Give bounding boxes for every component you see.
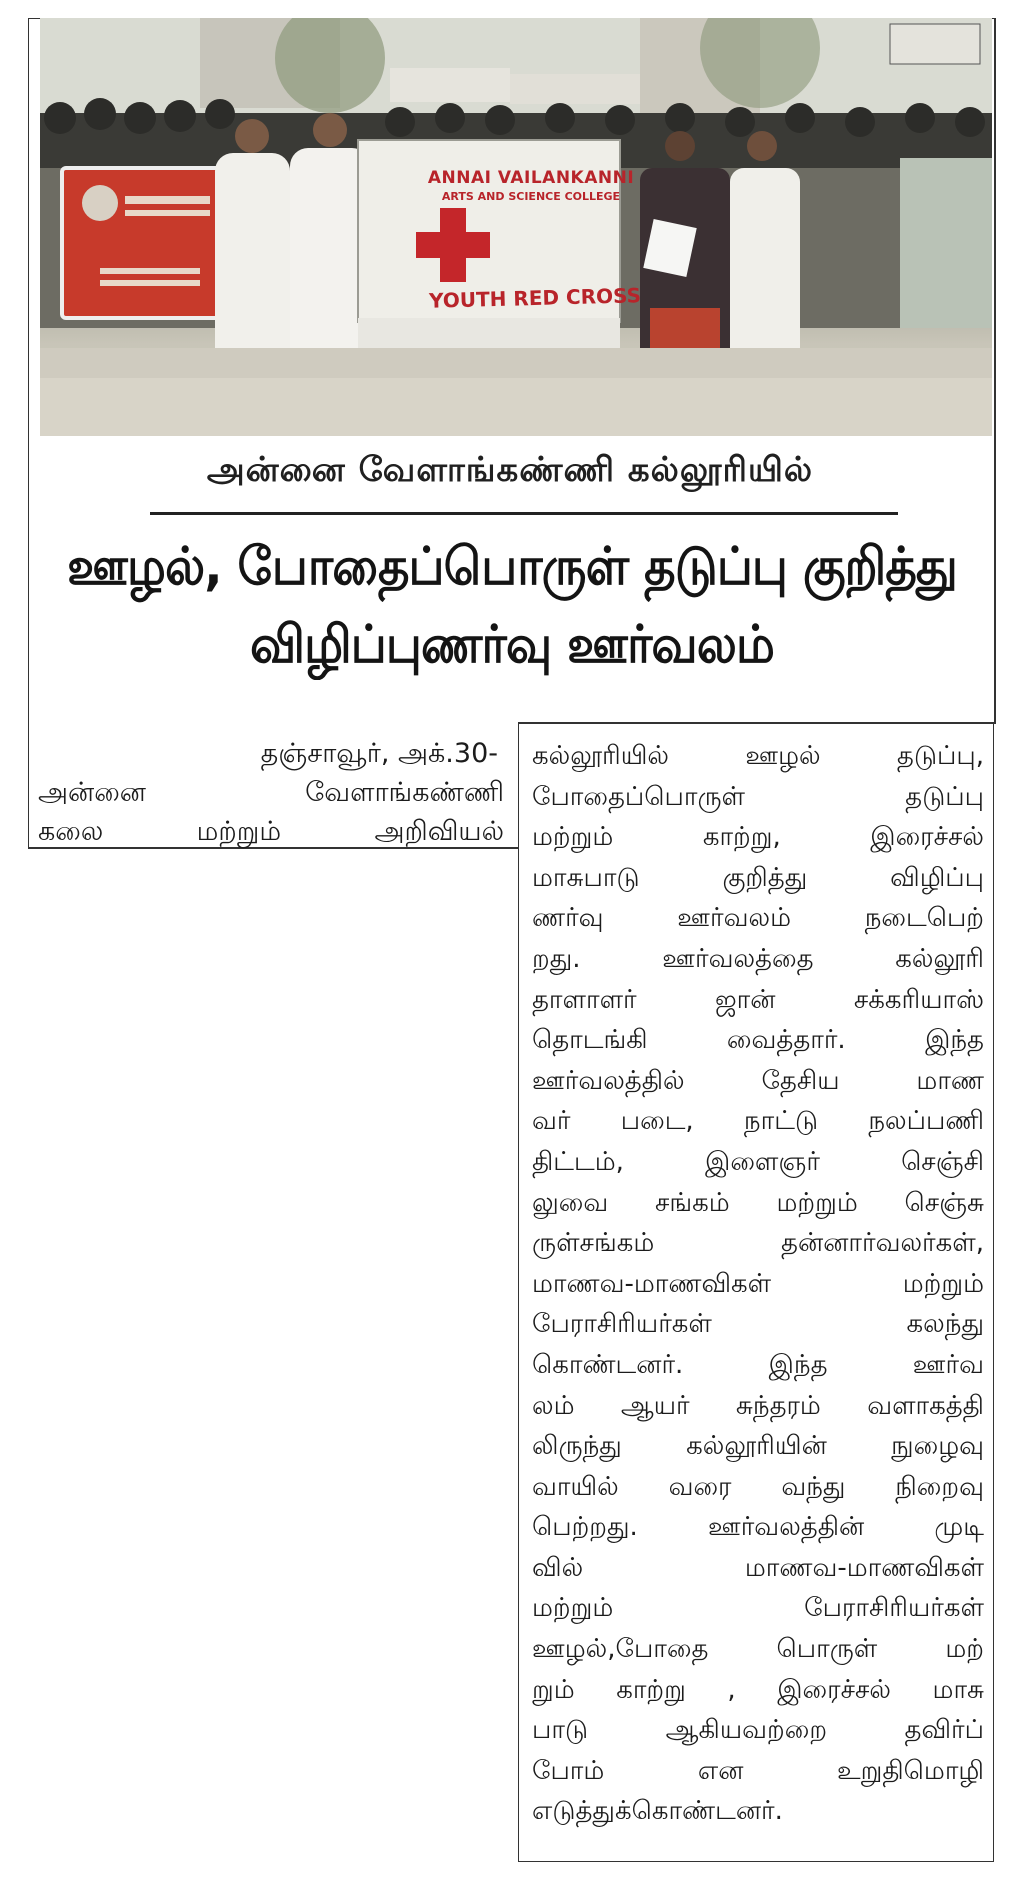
headline-line: ஊழல், போதைப்பொருள் தடுப்பு குறித்து <box>67 537 957 597</box>
body-line: போதைப்பொருள் தடுப்பு <box>532 781 984 812</box>
clipping-frame-right-edge <box>994 18 996 724</box>
banner-college-subtitle: ARTS AND SCIENCE COLLEGE <box>441 190 621 203</box>
body-line: போம் என உறுதிமொழி <box>532 1755 984 1786</box>
body-line: மற்றும் காற்று, இரைச்சல் <box>532 822 984 853</box>
body-line: லிருந்து கல்லூரியின் நுழைவு <box>532 1431 984 1462</box>
body-line: திட்டம், இளைஞர் செஞ்சி <box>532 1146 984 1177</box>
article-body-left-column <box>38 734 504 851</box>
body-line: வர் படை, நாட்டு நலப்பணி <box>532 1106 984 1137</box>
body-line: மாணவ-மாணவிகள் மற்றும் <box>532 1268 984 1299</box>
body-line: கல்லூரியில் ஊழல் தடுப்பு, <box>532 741 984 771</box>
article-dateline: தஞ்சாவூர், அக்.30- <box>260 738 498 769</box>
body-line: லம் ஆயர் சுந்தரம் வளாகத்தி <box>532 1390 984 1421</box>
body-line: அன்னை வேளாங்கண்ணி <box>38 777 504 808</box>
body-line: வாயில் வரை வந்து நிறைவு <box>532 1471 984 1502</box>
body-line: மற்றும் பேராசிரியர்கள் <box>532 1593 984 1624</box>
body-line: தாளாளர் ஜான் சக்கரியாஸ் <box>532 984 984 1015</box>
body-line: எடுத்துக்கொண்டனர். <box>532 1796 783 1827</box>
body-line: கொண்டனர். இந்த ஊர்வ <box>532 1349 984 1380</box>
body-line: ருள்சங்கம் தன்னார்வலர்கள், <box>532 1228 984 1259</box>
body-line: பாடு ஆகியவற்றை தவிர்ப் <box>532 1715 984 1746</box>
body-line: வில் மாணவ-மாணவிகள் <box>532 1552 984 1583</box>
body-line: கலை மற்றும் அறிவியல் <box>38 816 504 847</box>
body-line: றது. ஊர்வலத்தை கல்லூரி <box>532 943 984 974</box>
right-frame-top-rule <box>519 722 993 724</box>
body-line: பேராசிரியர்கள் கலந்து <box>532 1309 984 1340</box>
body-line: தொடங்கி வைத்தார். இந்த <box>532 1025 984 1056</box>
body-line: றும் காற்று , இரைச்சல் மாசு <box>532 1674 984 1705</box>
body-line: மாசுபாடு குறித்து விழிப்பு <box>532 862 984 893</box>
body-line: ஊர்வலத்தில் தேசிய மாண <box>532 1065 984 1096</box>
headline-line: விழிப்புணர்வு ஊர்வலம் <box>250 615 774 675</box>
banner-org-name: YOUTH RED CROSS <box>428 283 642 313</box>
photo-scene <box>40 18 992 436</box>
body-line: ஊழல்,போதை பொருள் மற் <box>532 1634 984 1665</box>
banner-college-name: ANNAI VAILANKANNI <box>427 168 635 188</box>
body-line: லுவை சங்கம் மற்றும் செஞ்சு <box>532 1187 984 1218</box>
news-photo <box>40 18 992 436</box>
body-line: ணர்வு ஊர்வலம் நடைபெற் <box>532 903 984 934</box>
kicker-underline <box>150 512 898 515</box>
article-kicker: அன்னை வேளாங்கண்ணி கல்லூரியில் <box>206 450 814 490</box>
body-line: பெற்றது. ஊர்வலத்தின் முடி <box>532 1512 984 1543</box>
article-body-right-column <box>532 736 984 1832</box>
article-headline <box>64 528 961 684</box>
